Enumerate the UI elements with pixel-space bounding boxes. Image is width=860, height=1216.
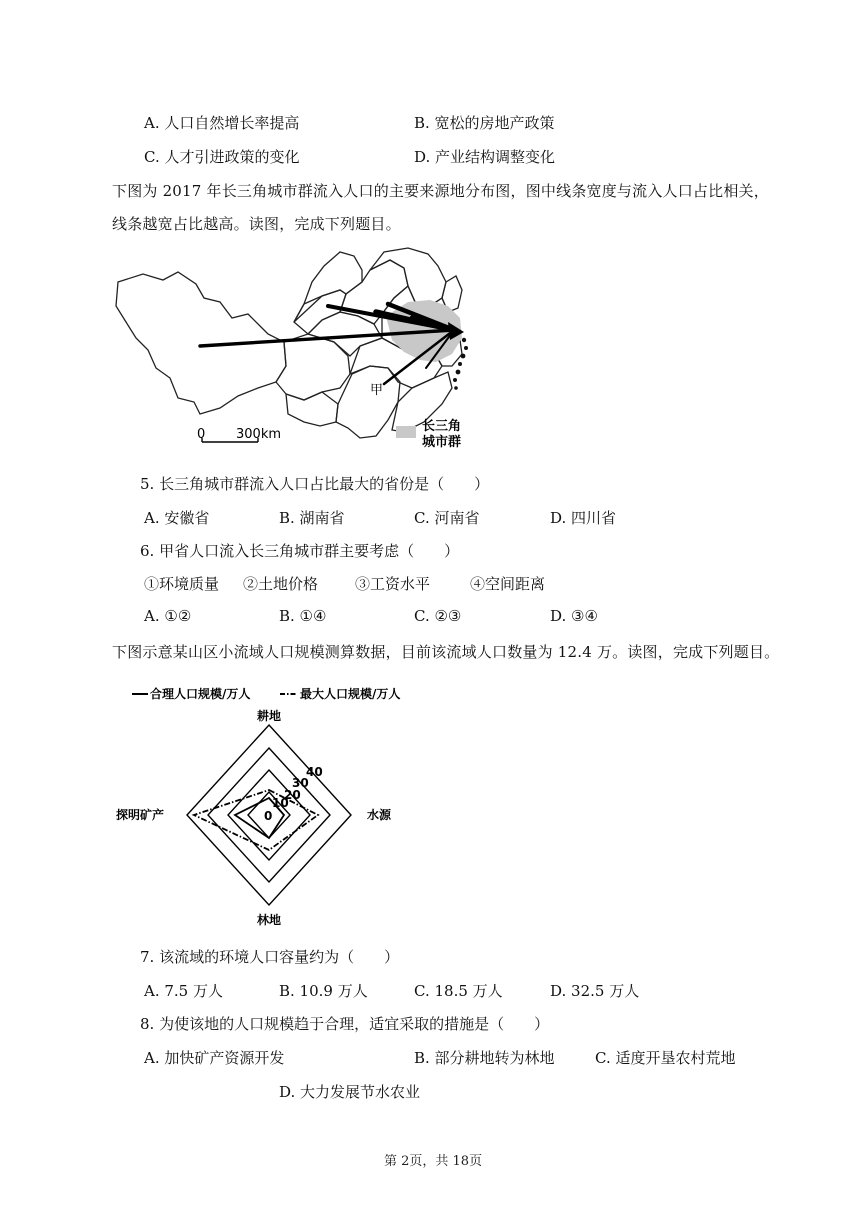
- axis-label-right: 水源: [367, 808, 392, 822]
- q6-option-c: C. ②③: [414, 607, 462, 625]
- q6-item-1: ①环境质量: [144, 575, 220, 593]
- radar-intro: 下图示意某山区小流域人口规模测算数据，目前该流域人口数量为 12.4 万。读图，完成下列题目。: [112, 643, 780, 661]
- q5-option-d: D. 四川省: [550, 509, 617, 527]
- q5-option-c: C. 河南省: [414, 509, 480, 527]
- q5-stem: 5. 长三角城市群流入人口占比最大的省份是（ ）: [140, 475, 490, 493]
- q7-option-b: B. 10.9 万人: [279, 982, 368, 1000]
- axis-label-top: 耕地: [257, 709, 282, 723]
- q4-option-a: A. 人口自然增长率提高: [144, 114, 300, 132]
- legend-dashed-label: 最大人口规模/万人: [300, 687, 401, 701]
- axis-label-bottom: 林地: [257, 913, 282, 927]
- q6-stem: 6. 甲省人口流入长三角城市群主要考虑（ ）: [140, 542, 460, 560]
- tick-label-10: 10: [272, 796, 289, 810]
- q8-option-a: A. 加快矿产资源开发: [144, 1049, 285, 1067]
- q8-option-d: D. 大力发展节水农业: [279, 1083, 421, 1101]
- q8-stem: 8. 为使该地的人口规模趋于合理，适宜采取的措施是（ ）: [140, 1015, 550, 1033]
- q6-item-4: ④空间距离: [470, 575, 546, 593]
- scale-zero-label: 0: [197, 427, 206, 442]
- map-intro-line1: 下图为 2017 年长三角城市群流入人口的主要来源地分布图，图中线条宽度与流入人口占比相关，: [112, 182, 769, 200]
- legend-swatch: [396, 426, 416, 438]
- q7-option-a: A. 7.5 万人: [144, 982, 223, 1000]
- scale-distance-label: 300km: [236, 427, 282, 442]
- q6-option-b: B. ①④: [279, 607, 327, 625]
- q5-option-b: B. 湖南省: [279, 509, 345, 527]
- map-intro-line2: 线条越宽占比越高。读图，完成下列题目。: [112, 215, 401, 233]
- q4-option-d: D. 产业结构调整变化: [414, 148, 556, 166]
- population-radar-chart: [110, 680, 430, 930]
- population-source-map: [108, 242, 488, 457]
- page-footer: 第 2页，共 18页: [384, 1154, 483, 1169]
- q8-option-c: C. 适度开垦农村荒地: [595, 1049, 736, 1067]
- q6-option-d: D. ③④: [550, 607, 598, 625]
- q6-option-a: A. ①②: [144, 607, 192, 625]
- q7-option-d: D. 32.5 万人: [550, 982, 640, 1000]
- q4-option-c: C. 人才引进政策的变化: [144, 148, 300, 166]
- tick-label-20: 20: [284, 788, 301, 802]
- q7-option-c: C. 18.5 万人: [414, 982, 503, 1000]
- q5-option-a: A. 安徽省: [144, 509, 210, 527]
- tick-label-0: 0: [264, 809, 273, 823]
- q7-stem: 7. 该流域的环境人口容量约为（ ）: [140, 948, 400, 966]
- q6-item-3: ③工资水平: [355, 575, 431, 593]
- axis-label-left: 探明矿产: [116, 808, 165, 822]
- tick-label-30: 30: [292, 776, 309, 790]
- legend-label-line2: 城市群: [422, 435, 462, 450]
- legend-label-line1: 长三角: [422, 419, 462, 434]
- jia-label: 甲: [370, 383, 384, 398]
- q6-item-2: ②土地价格: [243, 575, 319, 593]
- legend-solid-label: 合理人口规模/万人: [150, 687, 251, 701]
- q4-option-b: B. 宽松的房地产政策: [414, 114, 555, 132]
- q8-option-b: B. 部分耕地转为林地: [414, 1049, 555, 1067]
- tick-label-40: 40: [306, 765, 323, 779]
